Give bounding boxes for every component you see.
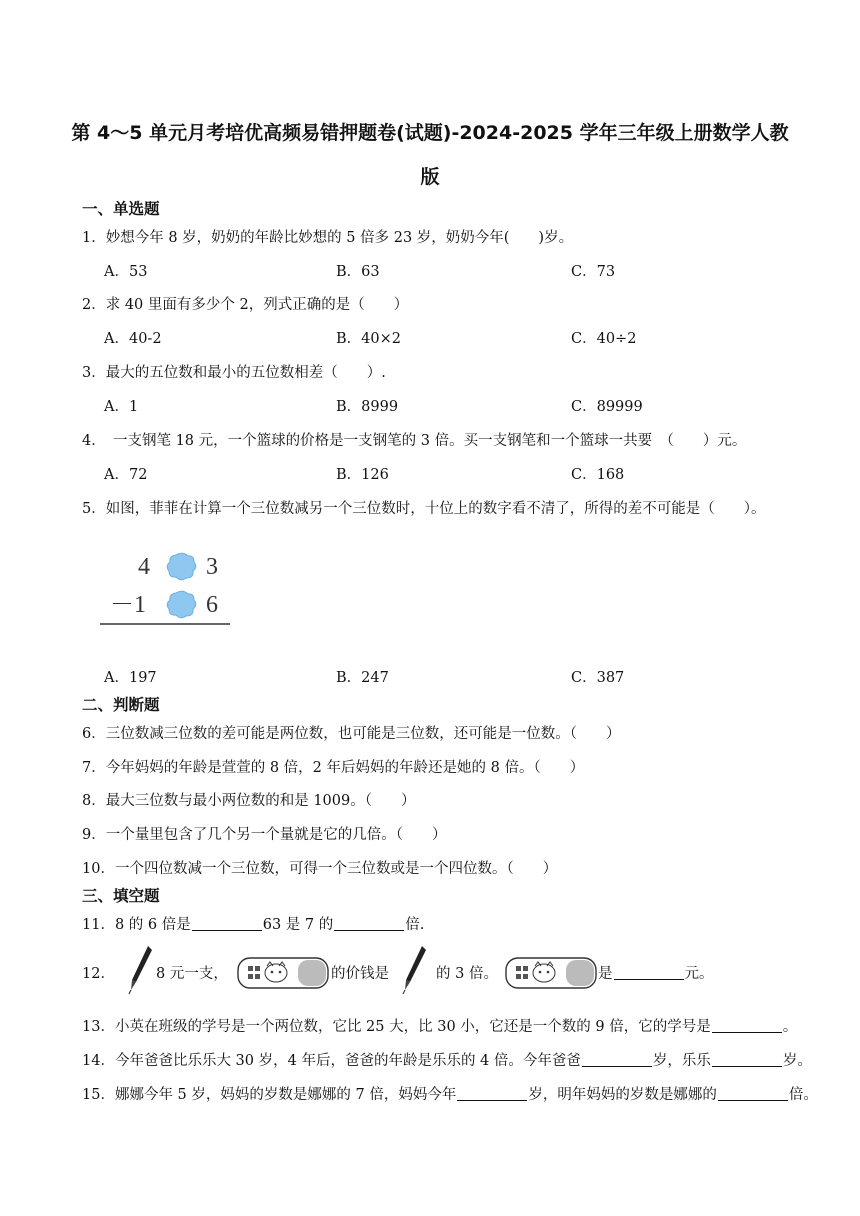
answer-blank[interactable] bbox=[712, 1052, 782, 1067]
question-1: 1．妙想今年 8 岁，奶奶的年龄比妙想的 5 倍多 23 岁，奶奶今年( )岁。 bbox=[82, 230, 574, 246]
figure-bottom-hundreds: －1 bbox=[110, 592, 146, 618]
q12-answer: 是 元。 bbox=[598, 966, 714, 982]
question-10: 10．一个四位数减一个三位数，可得一个三位数或是一个四位数。（ ） bbox=[82, 861, 558, 877]
question-6: 6．三位数减三位数的差可能是两位数，也可能是三位数，还可能是一位数。（ ） bbox=[82, 726, 621, 742]
fountain-pen-icon bbox=[398, 944, 428, 996]
section-heading-single-choice: 一、单选题 bbox=[82, 200, 160, 218]
question-15: 15．娜娜今年 5 岁，妈妈的岁数是娜娜的 7 倍，妈妈今年 岁，明年妈妈的岁数是娜娜的 倍。 bbox=[82, 1087, 818, 1103]
pencil-case-icon bbox=[236, 954, 330, 992]
q3-option-b: B．8999 bbox=[336, 399, 399, 415]
answer-blank[interactable] bbox=[457, 1086, 527, 1101]
title-line-1: 第 4～5 单元月考培优高频易错押题卷(试题)-2024-2025 学年三年级上册数学人教 bbox=[71, 122, 789, 144]
question-14: 14．今年爸爸比乐乐大 30 岁，4 年后，爸爸的年龄是乐乐的 4 倍。今年爸爸 岁，乐乐 岁。 bbox=[82, 1053, 812, 1069]
question-4: 4． 一支钢笔 18 元，一个篮球的价格是一支钢笔的 3 倍。买一支钢笔和一个篮球一共要 （ ）元。 bbox=[82, 433, 747, 449]
section-heading-true-false: 二、判断题 bbox=[82, 696, 160, 714]
q2-option-a: A．40-2 bbox=[104, 331, 162, 347]
answer-blank[interactable] bbox=[614, 965, 684, 980]
answer-blank[interactable] bbox=[712, 1018, 782, 1033]
smudge-blot-icon bbox=[167, 591, 196, 618]
question-13: 13．小英在班级的学号是一个两位数，它比 25 大，比 30 小，它还是一个数的 9 倍，它的学号是 。 bbox=[82, 1019, 798, 1035]
q5-option-b: B．247 bbox=[336, 670, 389, 686]
answer-blank[interactable] bbox=[582, 1052, 652, 1067]
q5-option-c: C．387 bbox=[571, 670, 625, 686]
q12-text-times: 的 3 倍。 bbox=[436, 966, 498, 982]
q12-text-price: 8 元一支， bbox=[156, 966, 228, 982]
figure-top-ones: 3 bbox=[206, 554, 218, 580]
question-2: 2．求 40 里面有多少个 2，列式正确的是（ ） bbox=[82, 297, 409, 313]
figure-bottom-ones: 6 bbox=[206, 592, 218, 618]
answer-blank[interactable] bbox=[718, 1086, 788, 1101]
question-9: 9．一个量里包含了几个另一个量就是它的几倍。（ ） bbox=[82, 827, 447, 843]
fountain-pen-icon bbox=[124, 944, 154, 996]
q5-option-a: A．197 bbox=[104, 670, 157, 686]
question-7: 7．今年妈妈的年龄是萱萱的 8 倍，2 年后妈妈的年龄还是她的 8 倍。（ ） bbox=[82, 760, 585, 776]
q2-option-c: C．40÷2 bbox=[571, 331, 637, 347]
q3-option-a: A．1 bbox=[104, 399, 139, 415]
q1-option-c: C．73 bbox=[571, 264, 616, 280]
answer-blank[interactable] bbox=[334, 916, 404, 931]
q1-option-b: B．63 bbox=[336, 264, 380, 280]
q2-option-b: B．40×2 bbox=[336, 331, 401, 347]
question-3: 3．最大的五位数和最小的五位数相差（ ）. bbox=[82, 365, 386, 381]
q3-option-c: C．89999 bbox=[571, 399, 643, 415]
answer-blank[interactable] bbox=[192, 916, 262, 931]
title-line-2: 版 bbox=[420, 166, 440, 188]
smudge-blot-icon bbox=[167, 553, 196, 580]
pencil-case-icon bbox=[504, 954, 598, 992]
q4-option-b: B．126 bbox=[336, 467, 389, 483]
subtraction-figure bbox=[96, 540, 236, 632]
figure-top-hundreds: 4 bbox=[138, 554, 150, 580]
section-heading-fill-in: 三、填空题 bbox=[82, 887, 160, 905]
q12-text-cost-of: 的价钱是 bbox=[331, 966, 389, 982]
question-12-number: 12． bbox=[82, 966, 115, 982]
q4-option-a: A．72 bbox=[104, 467, 148, 483]
question-11: 11．8 的 6 倍是 63 是 7 的 倍. bbox=[82, 917, 425, 933]
question-5: 5．如图，菲菲在计算一个三位数减另一个三位数时，十位上的数字看不清了，所得的差不可能是（ ）。 bbox=[82, 501, 766, 517]
question-8: 8．最大三位数与最小两位数的和是 1009。（ ） bbox=[82, 793, 416, 809]
q1-option-a: A．53 bbox=[104, 264, 148, 280]
q4-option-c: C．168 bbox=[571, 467, 625, 483]
